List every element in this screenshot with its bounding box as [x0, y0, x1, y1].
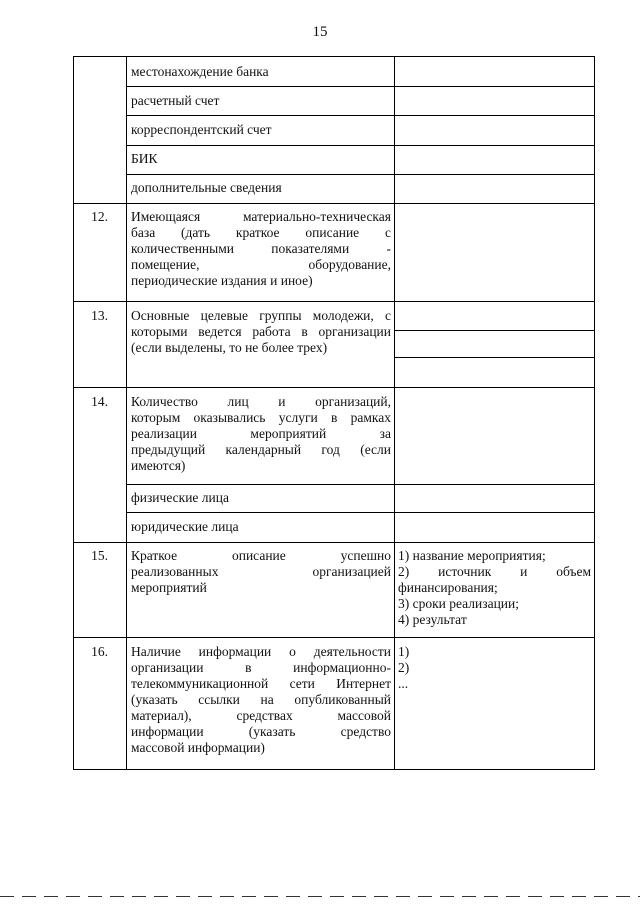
- text-line: 1): [398, 644, 410, 659]
- text-line: (указать ссылки на опубликованный: [131, 692, 391, 707]
- row-divider: [73, 542, 595, 543]
- row-number-14: 14.: [91, 394, 108, 409]
- text-line: Количество лиц и организаций,: [131, 394, 391, 409]
- text-line: Основные целевые группы молодежи, с: [131, 308, 391, 323]
- row-divider: [73, 637, 595, 638]
- page-bottom-rule: [0, 896, 640, 897]
- legal-entities-label: юридические лица: [131, 519, 239, 534]
- bik-label: БИК: [131, 151, 158, 166]
- text-line: 2): [398, 660, 410, 675]
- text-line: организации в информационно-: [131, 660, 391, 675]
- row-number-13: 13.: [91, 308, 108, 323]
- text-line: Краткое описание успешно: [131, 548, 391, 563]
- row-divider: [73, 387, 595, 388]
- text-line: база (дать краткое описание с: [131, 225, 391, 240]
- column-divider-value: [394, 56, 395, 770]
- text-line: имеются): [131, 458, 186, 473]
- text-line: телекоммуникационной сети Интернет: [131, 676, 391, 691]
- text-line: материал), средствах массовой: [131, 708, 391, 723]
- text-line: которым оказывались услуги в рамках: [131, 410, 391, 425]
- row-divider: [73, 301, 595, 302]
- individuals-label: физические лица: [131, 490, 229, 505]
- text-line: 4) результат: [398, 612, 467, 627]
- additional-info-label: дополнительные сведения: [131, 180, 282, 195]
- row-divider: [126, 86, 595, 87]
- text-line: 2) источник и объем: [398, 564, 591, 579]
- text-line: периодические издания и иное): [131, 273, 313, 288]
- text-line: 3) сроки реализации;: [398, 596, 519, 611]
- text-line: 1) название мероприятия;: [398, 548, 546, 563]
- row-divider: [126, 512, 595, 513]
- text-line: реализованных организацией: [131, 564, 391, 579]
- column-divider-number: [126, 56, 127, 770]
- text-line: ...: [398, 676, 409, 691]
- text-line: мероприятий: [131, 580, 207, 595]
- text-line: (если выделены, то не более трех): [131, 340, 328, 355]
- text-line: Наличие информации о деятельности: [131, 644, 391, 659]
- settlement-account-label: расчетный счет: [131, 93, 220, 108]
- row-number-12: 12.: [91, 209, 108, 224]
- text-line: предыдущий календарный год (если: [131, 442, 391, 457]
- text-line: финансирования;: [398, 580, 498, 595]
- row-divider: [394, 330, 595, 331]
- row-divider: [394, 357, 595, 358]
- text-line: количественными показателями -: [131, 241, 391, 256]
- row-number-15: 15.: [91, 548, 108, 563]
- text-line: массовой информации): [131, 740, 265, 755]
- correspondent-account-label: корреспондентский счет: [131, 122, 272, 137]
- row-divider: [126, 174, 595, 175]
- text-line: реализации мероприятий за: [131, 426, 391, 441]
- row-divider: [73, 203, 595, 204]
- text-line: информации (указать средство: [131, 724, 391, 739]
- text-line: Имеющаяся материально-техническая: [131, 209, 391, 224]
- row-divider: [126, 484, 595, 485]
- text-line: которыми ведется работа в организации: [131, 324, 391, 339]
- row-divider: [126, 145, 595, 146]
- row-number-16: 16.: [91, 644, 108, 659]
- page-number: 15: [312, 24, 328, 40]
- bank-location-label: местонахождение банка: [131, 64, 269, 79]
- text-line: помещение, оборудование,: [131, 257, 391, 272]
- row-divider: [126, 115, 595, 116]
